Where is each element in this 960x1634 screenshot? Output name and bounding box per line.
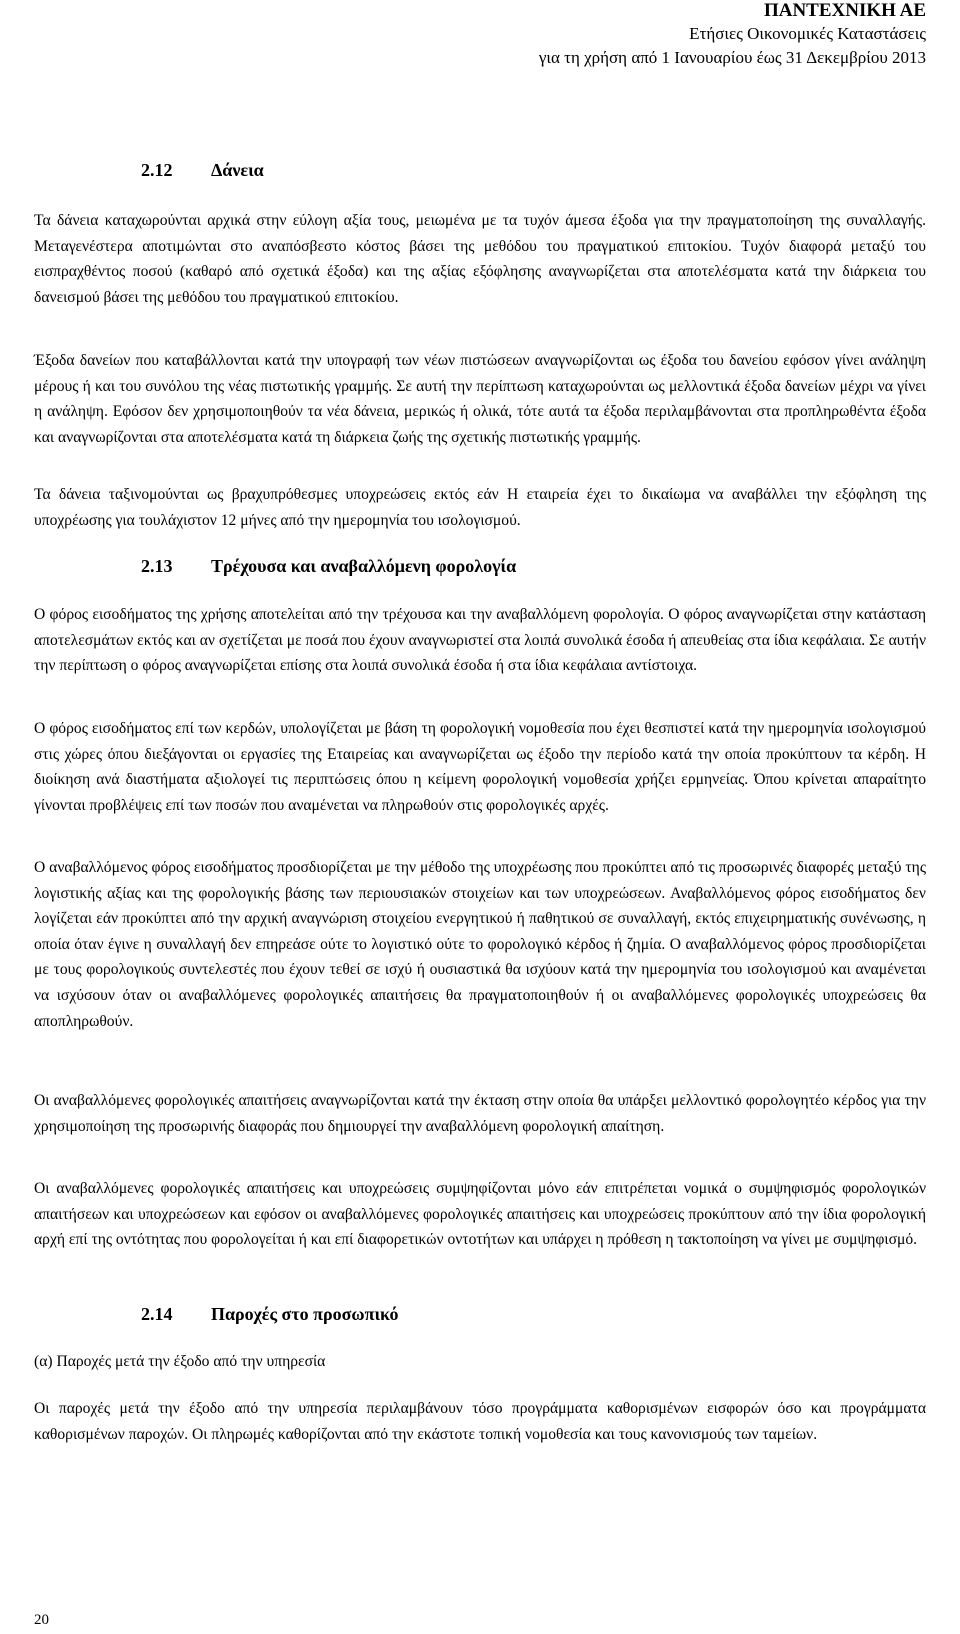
paragraph-text: Οι αναβαλλόμενες φορολογικές απαιτήσεις αναγνωρίζονται κατά την έκταση στην οποία θα υπάρξει μελλοντικό φορολογητέο κέρδος για την χρησιμοποίηση της προσωρινής διαφοράς που δημιουργεί την αναβαλλόμενη φορολογική απαίτηση. [34,1092,926,1135]
page-number: 20 [34,1612,49,1628]
section-title: Δάνεια [211,160,264,180]
paragraph-text: Ο φόρος εισοδήματος επί των κερδών, υπολογίζεται με βάση τη φορολογική νομοθεσία που έχει θεσπιστεί κατά την ημερομηνία ισολογισμού στις χώρες όπου διεξάγονται οι εργασίες της Εταιρείας και αναγνωρίζεται ως έξοδο την περίοδο κατά την οποία προκύπτουν τα κέρδη. Η διοίκηση ανά διαστήματα αξιολογεί τις περιπτώσεις όπου η κείμενη φορολογική νομοθεσία χρήζει ερμηνείας. Όπου κρίνεται απαραίτητο γίνονται προβλέψεις επί των ποσών που αναμένεται να πληρωθούν στις φορολογικές αρχές. [34,720,926,814]
section-title: Τρέχουσα και αναβαλλόμενη φορολογία [211,556,517,576]
paragraph-text: Έξοδα δανείων που καταβάλλονται κατά την υπογραφή των νέων πιστώσεων αναγνωρίζονται ως έξοδα του δανείου εφόσον γίνει ανάληψη μέρους ή και του συνόλου της νέας πιστωτικής γραμμής. Σε αυτή την περίπτωση καταχωρούνται ως μελλοντικά έξοδα δανείων μέχρι να γίνει η ανάληψη. Εφόσον δεν χρησιμοποιηθούν τα νέα δάνεια, μερικώς ή ολικά, τότε αυτά τα έξοδα περιλαμβάνονται στα προπληρωθέντα έξοδα και αναγνωρίζονται στα αποτελέσματα κατά τη διάρκεια ζωής της σχετικής πιστωτικής γραμμής. [34,352,926,446]
header-line-2: για τη χρήση από 1 Ιανουαρίου έως 31 Δεκεμβρίου 2013 [538,48,926,67]
paragraph [34,482,926,533]
company-name: ΠΑΝΤΕΧΝΙΚΗ ΑΕ [763,0,926,21]
paragraph [34,348,926,450]
paragraph-text: Ο αναβαλλόμενος φόρος εισοδήματος προσδιορίζεται με την μέθοδο της υποχρέωσης που προκύπτει από τις προσωρινές διαφορές μεταξύ της λογιστικής αξίας και της φορολογικής βάσης των περιουσιακών στοιχείων και των υποχρεώσεων. Αναβαλλόμενος φόρος εισοδήματος δεν λογίζεται εάν προκύπτει από την αρχική αναγνώριση στοιχείου ενεργητικού ή παθητικού σε συναλλαγή, εκτός επιχειρηματικής συνένωσης, η οποία όταν έγινε η συναλλαγή δεν επηρεάσε ούτε το λογιστικό ούτε το φορολογικό κέρδος ή ζημία. Ο αναβαλλόμενος φόρος προσδιορίζεται με τους φορολογικούς συντελεστές που έχουν τεθεί σε ισχύ ή ουσιαστικά θα ισχύουν κατά την ημερομηνία του ισολογισμού και αναμένεται να ισχύσουν όταν οι αναβαλλόμενες φορολογικές απαιτήσεις θα πραγματοποιηθούν ή οι αναβαλλόμενες φορολογικές υποχρεώσεις θα αποπληρωθούν. [34,859,926,1030]
paragraph [34,716,926,818]
section-heading-2-14 [141,1304,399,1325]
subheading [34,1349,926,1375]
section-title: Παροχές στο προσωπικό [211,1304,399,1324]
paragraph-text: Οι παροχές μετά την έξοδο από την υπηρεσία περιλαμβάνουν τόσο προγράμματα καθορισμένων εισφορών όσο και προγράμματα καθορισμένων παροχών. Οι πληρωμές καθορίζονται από την εκάστοτε τοπική νομοθεσία και τους κανονισμούς των ταμείων. [34,1400,926,1443]
paragraph [34,208,926,310]
paragraph-text: Ο φόρος εισοδήματος της χρήσης αποτελείται από την τρέχουσα και την αναβαλλόμενη φορολογία. Ο φόρος αναγνωρίζεται στην κατάσταση αποτελεσμάτων εκτός και αν σχετίζεται με ποσά που έχουν αναγνωριστεί στα λοιπά συνολικά έσοδα ή απευθείας στα ίδια κεφάλαια. Σε αυτήν την περίπτωση ο φόρος αναγνωρίζεται επίσης στα λοιπά συνολικά έσοδα ή στα ίδια κεφάλαια αντίστοιχα. [34,606,926,675]
subheading-text: (α) Παροχές μετά την έξοδο από την υπηρεσία [34,1353,326,1370]
paragraph-text: Τα δάνεια ταξινομούνται ως βραχυπρόθεσμες υποχρεώσεις εκτός εάν Η εταιρεία έχει το δικαίωμα να αναβάλλει την εξόφληση της υποχρέωσης για τουλάχιστον 12 μήνες από την ημερομηνία του ισολογισμού. [34,486,926,529]
section-number: 2.12 [141,160,173,180]
paragraph [34,602,926,679]
paragraph [34,1176,926,1253]
section-heading-2-12 [141,160,264,181]
section-number: 2.14 [141,1304,173,1324]
section-number: 2.13 [141,556,173,576]
page-header [539,0,926,70]
paragraph-text: Οι αναβαλλόμενες φορολογικές απαιτήσεις και υποχρεώσεις συμψηφίζονται μόνο εάν επιτρέπεται νομικά ο συμψηφισμός φορολογικών απαιτήσεων και υποχρεώσεων και εφόσον οι αναβαλλόμενες φορολογικές απαιτήσεις και υποχρεώσεις προκύπτουν από την ίδια φορολογική αρχή επί της οντότητας που φορολογείται ή και επί διαφορετικών οντοτήτων και υπάρχει η πρόθεση η τακτοποίηση να γίνει με συμψηφισμό. [34,1180,926,1249]
header-line-1: Ετήσιες Οικονομικές Καταστάσεις [689,24,926,43]
paragraph [34,1396,926,1447]
paragraph [34,855,926,1034]
paragraph-text: Τα δάνεια καταχωρούνται αρχικά στην εύλογη αξία τους, μειωμένα με τα τυχόν άμεσα έξοδα για την πραγματοποίηση της συναλλαγής. Μεταγενέστερα αποτιμώνται στο αναπόσβεστο κόστος βάσει της μεθόδου του πραγματικού επιτοκίου. Τυχόν διαφορά μεταξύ του εισπραχθέντος ποσού (καθαρό από σχετικά έξοδα) και της αξίας εξόφλησης αναγνωρίζεται στα αποτελέσματα κατά την διάρκεια του δανεισμού βάσει της μεθόδου του πραγματικού επιτοκίου. [34,212,926,306]
paragraph [34,1088,926,1139]
section-heading-2-13 [141,556,516,577]
